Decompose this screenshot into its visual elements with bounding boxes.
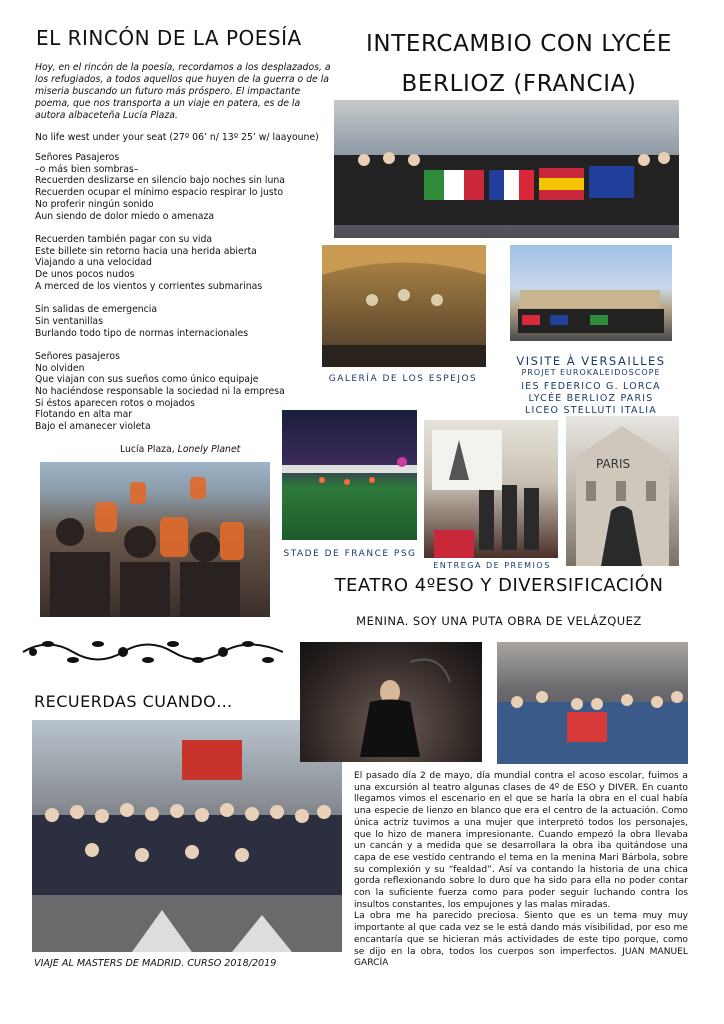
stadium-banner-text: PARIS [596, 457, 631, 471]
poem-line: Señores pasajeros [35, 350, 120, 362]
poem-line: No proferir ningún sonido [35, 198, 154, 210]
poem-stanza [35, 234, 335, 293]
poem-stanza [35, 152, 335, 222]
author-work: Lonely Planet [177, 444, 241, 455]
author-name: Lucía Plaza, [120, 444, 178, 455]
floral-ornament-divider [18, 632, 288, 672]
theater-audience-photo [497, 642, 688, 764]
visite-project: PROJET EUROKALEIDOSCOPE [521, 368, 661, 377]
poem-line: Recuerden ocupar el mínimo espacio respirar lo justo [35, 187, 284, 199]
poem-subtitle: No life west under your seat (27º 06’ n/ 13º 25’ w/ laayoune) [35, 132, 319, 143]
poem-line: Flotando en alta mar [35, 409, 133, 421]
article-paragraph: La obra me ha parecido preciosa. Siento que es un tema muy muy importante al que cada vez se le está dando más visibilidad, por eso me encantaría que se hicieran más actividades de este tipo porque, como se dijo en la obra, todos los cuerpos son imperfectos. JUAN MANUEL GARCÍA [354, 911, 688, 969]
poem-line: De unos pocos nudos [35, 269, 135, 281]
school-name: LICEO STELLUTI ITALIA [525, 405, 657, 416]
madrid-masters-group-photo [32, 720, 342, 952]
teatro-title: TEATRO 4ºESO Y DIVERSIFICACIÓN [334, 575, 664, 596]
poem-line: No olviden [35, 362, 85, 374]
intercambio-title [352, 24, 686, 104]
poem-line: Si éstos aparecen rotos o mojados [35, 397, 195, 409]
school-name: LYCÉE BERLIOZ PARIS [528, 393, 654, 404]
poem-line: Bajo el amanecer violeta [35, 421, 151, 433]
teatro-subtitle: MENINA. SOY UNA PUTA OBRA DE VELÁZQUEZ [356, 614, 642, 628]
article-paragraph: El pasado día 2 de mayo, día mundial contra el acoso escolar, fuimos a una excursión al teatro algunas clases de 4º de ESO y DIVER. En cuanto llegamos vimos el escenario en el que se haría la obra en el cual había una especie de lienzo en blanco que era el centro de la actuación. Como única actriz tuvimos a una mujer que interpretó todos los personajes, que lo hizo de manera impresionante. Cuando empezó la obra llevaba un cancán y a medida que se desarrollara la obra iba quitándose una capa de ese vestido centrando el tema en la menina Mari Bárbola, sobre su complexión y su “fealdad”. Así va contando la historia de una chica gorda reflexionando sobre lo duro que ha sido para ella no poder contar con la suficiente fuerza como para poder seguir luchando contra los insultos constantes, los empujones y las malas miradas. [354, 771, 688, 910]
exchange-group-flags-photo [334, 100, 679, 238]
versailles-group-photo [510, 245, 672, 341]
intercambio-title-line: INTERCAMBIO CON LYCÉE [366, 31, 672, 57]
hall-of-mirrors-photo [322, 245, 486, 367]
visite-versailles-block [510, 354, 672, 417]
poem-line: No haciéndose responsable la sociedad ni la empresa [35, 386, 285, 398]
stade-de-france-photo [282, 410, 417, 540]
visite-title: VISITE À VERSAILLES [516, 354, 666, 368]
poem-body [35, 152, 335, 445]
poesia-intro: Hoy, en el rincón de la poesía, recordamos a los desplazados, a los refugiados, a todos aquellos que huyen de la guerra o de la miseria buscando un futuro más próspero. El impactante poema, que nos transporta a un viaje en patera, es de la autora albaceteña Lucía Plaza. [35, 62, 331, 121]
teatro-article [354, 771, 688, 970]
poem-line: Recuerden también pagar con su vida [35, 233, 213, 245]
poem-line: Burlando todo tipo de normas internacionales [35, 327, 249, 339]
poem-line: Viajando a una velocidad [35, 257, 152, 269]
poem-line: Recuerden deslizarse en silencio bajo noches sin luna [35, 175, 285, 187]
poem-author [120, 444, 240, 455]
refugees-boat-photo [40, 462, 270, 617]
poem-line: Sin salidas de emergencia [35, 304, 158, 316]
poem-line: Sin ventanillas [35, 315, 103, 327]
viaje-caption: VIAJE AL MASTERS DE MADRID. CURSO 2018/2019 [34, 958, 277, 969]
paris-hotel-de-ville-photo [566, 416, 679, 566]
stade-caption: STADE DE FRANCE PSG [283, 549, 417, 559]
poem-line: Que viajan con sus sueños como único equipaje [35, 374, 259, 386]
poem-line: A merced de los vientos y corrientes submarinas [35, 280, 263, 292]
poem-line: Este billete sin retorno hacia una herida abierta [35, 245, 257, 257]
recuerdas-title: RECUERDAS CUANDO… [34, 692, 233, 711]
menina-actress-photo [300, 642, 482, 762]
awards-ceremony-photo [424, 420, 558, 558]
premios-caption: ENTREGA DE PREMIOS [433, 561, 551, 570]
galeria-caption: GALERÍA DE LOS ESPEJOS [328, 374, 478, 384]
schools-list [510, 381, 672, 417]
poem-line: –o más bien sombras– [35, 163, 139, 175]
poem-line: Aun siendo de dolor miedo o amenaza [35, 210, 215, 222]
poesia-title: EL RINCÓN DE LA POESÍA [36, 26, 302, 50]
school-name: IES FEDERICO G. LORCA [521, 381, 661, 392]
intercambio-title-line: BERLIOZ (FRANCIA) [401, 71, 637, 97]
poem-line: Señores Pasajeros [35, 152, 120, 163]
poem-stanza [35, 304, 335, 339]
